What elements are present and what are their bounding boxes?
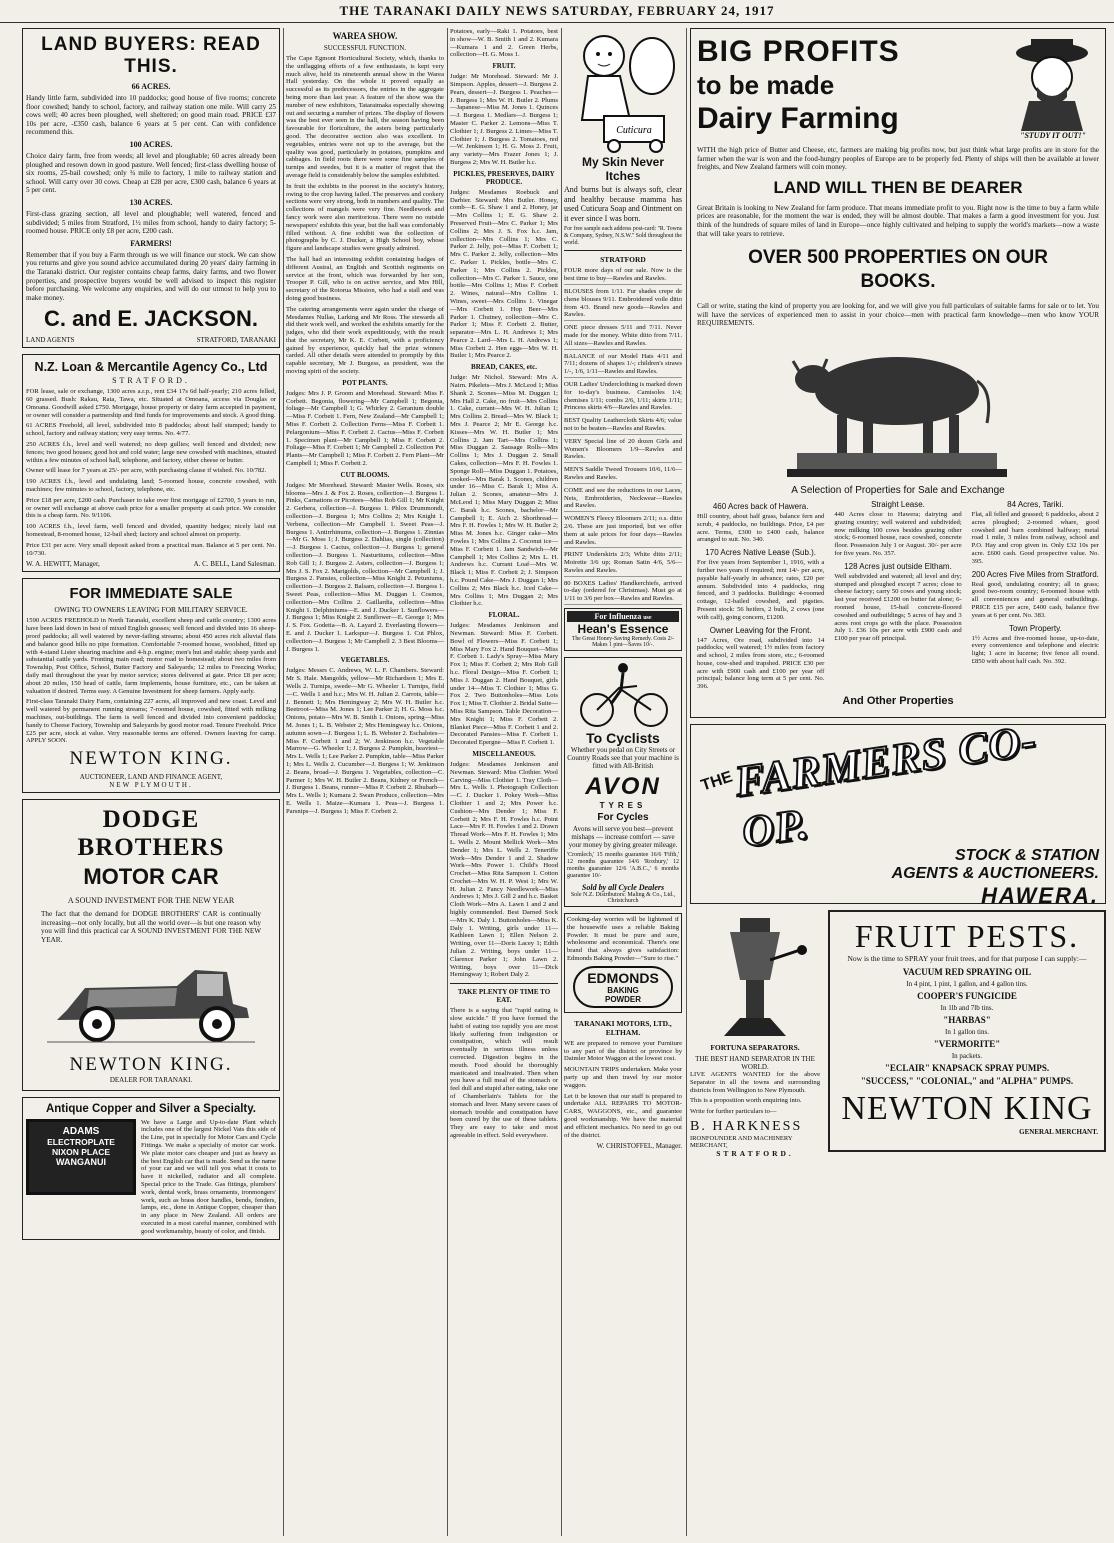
thinking-farmer [1007,35,1099,140]
cuticura-ad [564,28,682,246]
paragraph: LIVE AGENTS WANTED for the above Separator in all the towns and surrounding districts from Wellington to New Plymouth. [690,1071,820,1094]
product-name: "SUCCESS," "COLONIAL," and "ALPHA" PUMPS. [860,1075,1074,1086]
paragraph: The Cape Egmont Horticultural Society, which, thanks to the unflagging efforts of a few enthusiasts, is kept very much alive, held its nineteenth annual show in the Warea Hall yesterday. On the whole it proved equally as successful as its predecessors, the entries in the aggregate being more than last year. A feature of the show was the number of new exhibitors, Tataraimaka especially showing out and securing a number of prizes. The display of flowers was the best ever seen in the hall, the season having been favourable for floriculture, the asters being particularly good. The decorative section also was excellent. In vegetables, entries were not up to the average, but the quality was good, particularly in potatoes, pumpkins and cabbages. In field roots there were some fine samples of turnips and swedes, but it is a matter of regret that the average field is considerably below the samples exhibited. [286,55,444,179]
manager-signature: W. A. HEWITT, Manager, [26,560,100,569]
product-detail: In packets. [951,1051,983,1060]
masthead: THE TARANAKI DAILY NEWS SATURDAY, FEBRUARY 24, 1917 [0,0,1114,23]
brand-sub: TYRES [599,801,647,811]
article-subtitle: SUCCESSFUL FUNCTION. [323,44,407,52]
property-listing [972,500,1099,566]
brand-name: AVON [585,773,661,801]
brand-sub: POWDER [605,994,641,1004]
property-listing [972,624,1099,666]
firm-footer [26,336,276,344]
paragraph: Great Britain is looking to New Zealand for farm produce. That means immediate profit to you. Right now is the time to buy a farm while prices are reasonable, for the moment the war is ended, they will be almost double. That makes a farm a good investment for you. Just think of the hundreds of square miles of land in Europe—once highly cultivated and helping to supply the world's markets—now a waste that will take years to retrieve. [697,203,1099,238]
property-listing [834,562,961,643]
property-description: Well subdivided and watered; all level and dry; stumped and ploughed except 7 acres; close to cheese factory; carry 50 cows and young stock; last year received £1200 on butter fat alone; 6-roomed house, 15-bail concrete-floored cowshed and outbuildings; 5 acres of hay and 3 acres root crops go with the place. Possession July 1. £36 10s per acre with £900 cash and £100 per year off principal. [834,572,962,643]
firm-name: B. HARKNESS [690,1119,803,1135]
section-heading: CUT BLOOMS. [340,470,390,479]
paragraph: Potatoes, early—Raki 1. Potatoes, best in show—W. B. Smith 1 and 2. Kumara—Kumara 1 and 2. Green Herbs, collection—H. G. Moss 1. [450,28,558,59]
property-heading: 170 Acres Native Lease (Sub.). [705,548,817,558]
coop-the: THE [699,768,735,795]
paragraph: Price £18 per acre, £200 cash. Purchaser to take over first mortgage of £2700, 5 years to run, or owner will exchange at above cash price for a smaller property at cash price. We consider this is a cheap farm. No. 9/1106. [26,496,276,520]
paragraph: Judges: Mesdames Jenkinson and Newman. Steward: Miss F. Corbett. Bowl of Flowers—Miss F. Corbett 1; Miss Mary Fox 2. Hand Bouquet—Miss F. Corbett 1. Lady's Spray—Miss Mary Fox 1; Miss F. Corbett 2; Mrs Rob Gill h.c. Floral Design—Miss F. Corbett 1; Miss J. Duggan 2. Hand Bouquet, girls under 14—Miss T. Clothier 1; Miss G. Fox 2. Two Buttonholes—Miss Lois Fox 1; Miss T. Clothier 2. Bridal Suite—Miss Rita Sampson. Table Decoration—Mrs Knight 1; Miss F. Corbett 2. Blanket Piece—Miss F. Corbett 1 and 2. Decorated Pansies—Miss F. Corbett 1. Decorated Epergne—Miss F. Corbett 1. [450,622,558,747]
ad-subtitle: A SOUND INVESTMENT FOR THE NEW YEAR [67,896,235,906]
ad-title: FRUIT PESTS. [854,918,1080,955]
product-detail: In 1 gallon tins. [945,1027,989,1036]
paragraph: Judges: Mesdames Jenkinson and Newman. Steward: Miss Clothier. Wool Carving—Miss Clothier 1. Tray Cloth—Mrs L. Wells 1. Photograph Collection—C. J. Ducker 1. Pokey Work—Miss Clothier 1 and 2; Mrs Power h.c. Cushion—Mrs Dender 1; Miss F. Corbett 2; Mrs F. H. Fowles h.c. Point Lace—Mrs F. H. Fowles 1 and 2. Drawn Thread Work—Mrs F. H. Fowles 1; Mrs L. Wells 2. Mount Mellick Work—Mrs Dender 1; Mrs L. Wells 2. Teneriffe Work—Mrs Dender 1 and 2. Shadow Work—Mrs Power 1. Child's Hood Crochet—Miss Rita Sampson 1. Cotton Crochet—Mrs W. H. P. West 1; Mrs W. H. Julian 2. Fancy Needlework—Miss Andrews 1; Mrs J. Gill 2 and h.c. Basket Cloth Work—Mrs A. Lawn 1 and 2 and highly commended. Best Darned Sock—Mrs K. Daly 1. Buttonholes—Miss K. Daly 1. Writing, girls under 11—Kathleen Lawn 1; Ellen Nelson 2. Writing, over 11—Doris Lacey 1; Edith Julian 2. Writing, boys under 11—Clarence Parker 1; John Lawn 2. Writing, boys over 11—Dick Hemingway 1; Robert Daly 2. [450,760,558,979]
firm-name: C. and E. JACKSON. [44,306,258,332]
paragraph: FOR lease, sale or exchange, 1300 acres a.r.p., rent £34 17s 6d half-yearly; 210 acres felled, 60 grassed. Bush: Rakau, Rata, Tawa, etc. Situated at Omoana, access via Douglas or Omoana. Goodwill asked £750. Mortgage, house property or dairy farm accepted in payment, or owner will consider a partnership and find funds for improvements and stock. A good thing. [26,388,276,419]
section-heading: STRATFORD [600,255,646,265]
ad-title: TARANAKI MOTORS, LTD., ELTHAM. [574,1018,672,1037]
signatures [26,560,276,568]
product-detail: In 4 pint, 1 pint, 1 gallon, and 4 gallon tins. [906,979,1028,988]
ad-title: MOTOR CAR [83,864,219,890]
property-description: 1½ Acres and five-roomed house, up-to-date, every convenience and telephone and electric light; 1 acre in lucerne; five fence all round. £850 with about half cash. No. 392. [971,634,1099,665]
paragraph: Judge: Mr Nichol. Steward: Mrs A. Nairn. Pikelets—Mrs J. McLeod 1; Miss Shank 2. Scones—Miss M. Duggan 1; Mrs Hall 2. Cake, no fruit—Mrs Collins 1. Cake, currant—Mrs W. H. Julian 1; Mrs Collins 2. Bread—Mrs W. Black 1; Mrs J. Pearce 2; Mr E. George h.c. Kisses—Mrs W. H. Butler 1; Mrs Collins 2. Jam Tart—Mrs Collins 1; Miss Duggan 2. Sausage Rolls—Mrs Collins 1; Mrs J. Duggan 2. Small Cakes, collection—Mrs F. H. Fowles 1. Sponge Roll—Miss Duggan 1. Potatoes, cooked—Mrs Barak 1. Scones, children under 16—Miss C. Barak 1; Miss A. Julian 2. Scones, amateur—Mrs J. McLeod 1; Miss Mary Duggan 2; Miss C. Barak h.c. Scones, bachelor—Mr Campbell 1; E. Aich 2. Shortbread—Mrs F. H. Fowles 1; Mrs W. H. Butler 2; Miss M. Jones h.c. Ginger cake—Mrs Fowles 1; Mrs Collins 2. Coconut ice—Miss F. Corbett 1. Jam Sandwich—Mr Campbell 1; Mrs Collins 2; Mrs L. H. Andrews h.c. Currant Loaf—Mrs W. Black 1; Miss F. Corbett 2; J. Simpson h.c. Pound Cake—Mrs J. Duggan 1; Mrs Collins 2; Mrs Black h.c. Iced Cake—Mrs Collins 1; Mrs Duggan 2; Mrs Clothier h.c. [450,374,558,608]
paragraph: Judges: Messrs C. Andrews, W. L. F. Chambers. Steward: Mr S. Hale. Mangolds, yellow—Mr Richardson 1; Mrs E. Wells 2. Turnips, swede—Mr G. Wheeler 1. Turnips, field—C. Wells 1 and h.c.; Mrs W. H. Julian 2. Carrots, table—J. Bennett 1; Mrs Hemingway 2; Mrs W. H. Butler h.c. Beetroot—Miss M. Jones 1; Lee Parker 2; H. G. Moss h.c. Onions, potato—Mrs W. B. Smith 1. Onions, spring—Miss M. Jones 1; L. B. Webster 2; Mrs Hemingway h.c. Onions, autumn sown—J. Burgess 1; L. B. Webster 2. Eschalotes—Miss F. Corbett 1 and 2; W. Jenkinson h.c. Vegetable Marrow—G. Wheeler 1; J. Burgess 2. Pumpkin, heaviest—Mrs L. Wells 1; Lee Parker 2. Pumpkin, table—Miss Parker 1; Mrs L. Wells 2. Cucumber—J. Burgess 1; W. Jenkinson 2. Beans, broad—J. Burgess 1. Vegetables, collection—C. Parmer 1; Mrs W. H. Butler 2. Beans, Kidney or French—J. Burgess 1. Beans, runner—Miss P. Corbett 2. Rhubarb—Mrs L. Wells 1; Kumara 2. Swan Produce, collection—Mrs E. Wells 1. Maize—Kumara 1. Peas—J. Burgess 1. Parsnips—J. Burgess 1; Miss F. Corbett 2. [286,667,444,815]
ad-subtitle: The Great Honey-Saving Remedy. Costs 2/- Makes 1 pint—Saves 10/-. [571,636,675,649]
property-listing [697,548,824,621]
stratford-item: ONE piece dresses 5/11 and 7/11. Never made for the money. White ditto from 7/11. All sizes—Rawles and Rawles. [564,324,682,349]
ad-title: FORTUNA SEPARATORS. [710,1043,800,1053]
stratford-item: VERY Special line of 20 dozen Girls and Women's Bloomers 1/9—Rawles and Rawles. [564,438,682,463]
sign-text: NIXON PLACE [51,1146,111,1157]
ad-title: LAND BUYERS: READ THIS. [41,34,261,77]
plating-sign-illustration [26,1119,136,1195]
dairy-headline [697,35,900,140]
paragraph: Let it be known that our staff is prepared to undertake ALL REPAIRS TO MOTOR-CARS, WAGGONS, etc., and guarantee good workmanship. We have the material and efficient mechanics. No need to go out of the district. [564,1092,682,1139]
properties-grid [697,500,1099,691]
paragraph: Handy little farm, subdivided into 10 paddocks; good house of five rooms; concrete floor cowshed; handy to school, factory, and railway station one mile. Will carry 25 cows well; 40 acres been ploughed, well sheltered; on good main road. PRICE £37 10s per acre, -£350 cash, balance 6 years at 5 per cent. Can with confidence recommend this. [26,94,276,137]
edmonds-logo [573,966,673,1008]
cow-illustration [697,331,1097,481]
paragraph: 1590 ACRES FREEHOLD in North Taranaki, excellent sheep and cattle country; 1300 acres have been laid down in best of mixed English grasses; well fenced and divided into 16 sheep-proof paddocks; all well watered by never-failing streams; about 450 acres rich alluvial flats and balance good hills no pipe formation. Comfortable 7-roomed house, woolshed, fitted up with 4-stand Lister shearing machine and 4-h.p. engine; men's hut and stable; sheep yards and substantial cattle yards. Fronting main road; motor road to homestead; about two miles from Township, Post Office, School, Butter Factory and Saleyards; 12 miles to Freezing Works; daily mail throughout the year by motor service; stores delivered at gate. Price £8 per acre; about 20 miles, 150 head of cattle, farm implements, house furniture, etc., can be taken at valuation if desired. Terms easy. A Genuine Investment for sheep farmers. Apply early. [26,617,276,695]
stratford-item: COME and see the reductions in our Laces, Nets, Embroideries, Neckwear—Rawles and Rawles. [564,487,682,512]
for-cycles: For Cycles [597,812,649,824]
column-2 [286,28,444,1538]
firm-role: LAND AGENTS [26,336,75,345]
paragraph: 100 ACRES f.h., level farm, well fenced and divided, quantity hedges; nicely laid out homestead, 8-roomed house, 12-bail shed; factory and school almost on property. [26,523,276,539]
heading: 100 ACRES. [129,139,173,149]
paragraph: 61 ACRES Freehold, all level, subdivided into 8 paddocks; about half stumped; handy to school, factory and railway station; very easy terms. No. 4/77. [26,422,276,438]
column-rule [447,28,448,1536]
stratford-ads [564,255,682,605]
product-name: "ECLAIR" KNAPSACK SPRAY PUMPS. [884,1062,1050,1073]
coop-line: AGENTS & AUCTIONEERS. [891,865,1099,883]
signature: W. CHRISTOFFEL, Manager. [596,1142,682,1151]
article-title: TAKE PLENTY OF TIME TO EAT. [457,988,551,1005]
paragraph: 250 ACRES f.h., level and well watered; no deep gullies; well fenced and divided; new fences; two good houses; good hot and cold water; large new cowshed with machines, situated within a few minutes of school hall, telephone, and factory, either cheese or butter. [26,441,276,464]
farmer-caption: "STUDY IT OUT!" [1020,131,1086,140]
cyclist-illustration [567,660,679,730]
ad-pretitle [567,611,679,622]
property-description: Real good, undulating country; all in grass; good two-room country; 6-roomed house with all conveniences and general outbuildings. PRICE £15 per acre, £400 cash, balance five years at 6 per cent. No. 383. [971,580,1099,619]
firm-name: NEWTON KING [841,1089,1093,1127]
paragraph: We have a Large and Up-to-date Plant which includes one of the largest Nickel Vats this side of the Line, put in specially for Motor Cars and Cycle Fittings. We make a specialty of motor car work. We plate motor cars cheaper and just as heavy as the best English car that is made. Send us the name of your car and we will tell you what it costs to have it nickelled, radiator and all complete. Special price to the Trade. Gas fittings, plumbers' work, dental work, brass ornaments, ironmongers' work, such as brass door handles, bends, fenders, lamps, etc., done in Antique Copper, cheaper than in any place in New Zealand. All orders are executed in a most careful manner, combined with good workmanship, beauty of color, and finish. [141,1118,276,1235]
paragraph: Call or write, stating the kind of property you are looking for, and we will give you full particulars of suitable farms for sale or to let. You will have the services of experienced men to assist in your choice—men with practical farm knowledge—men who know YOUR REQUIREMENTS. [697,302,1099,328]
paragraph: Avons will serve you best—prevent mishaps — increase comfort — save your money by giving greater mileage. [568,825,678,850]
firm-town: STRATFORD, TARANAKI [196,336,276,345]
paragraph: Judge: Mr Morehead. Steward: Mr J. Simpson. Apples, dessert—J. Burgess 2. Pears, dessert—J. Burgess 1. Peaches—J. Burgess 1; Mrs W. H. Butler 2. Plums—Japanese—Miss M. Jones 1. Quinces—J. Burgess 1. Medlars—J. Burgess 1; Master C. Parker 2. Lemons—Miss T. Clothier 1; J. Burgess 2. Limes—Miss T. Clothier 1; J. Burgess 2. Tomatoes, red—W. Jenkinson 1; H. G. Moss 2. Fruit, any variety—Mrs Frazer Jones 1; J. Burgess 2; Mrs W. H. Butler h.c. [450,73,558,166]
column-3 [450,28,558,1538]
column-rule [561,28,562,1536]
paragraph: First-class Taranaki Dairy Farm, containing 227 acres, all improved and new coast. Level and well watered by permanent running streams; 7-roomed house, cowshed, fitted with milking machines, out-buildings. The farm is well fenced and divided into convenient paddocks; handy to Cheese Factory, Township and Saleyards by good motor road. Tenure Freehold. Price £25 per acre, stock at value. Very reasonable terms are offered. Owners leaving for camp. APPLY SOON. [26,698,276,745]
product-name: "HARBAS" [943,1014,991,1025]
paragraph: Judges: Mr Morehead. Steward: Master Wells. Roses, six blooms—Mrs J. & Fox 2. Roses, collection—J. Burgess 1. Pinks, Carnations or Picotees—Miss Rob Gill 1; Mr Knight 2. Gerbera, collection—J. Burgess 1. Phlox Drummondi, collection—J. Burgess 1; Mrs Collins 2; Mrs Knight 1. Verbena, collection—Mr Campbell 1. Sweet Peas—J. Burgess 1. Antirrhinums, collection—J. Burgess 1. Zinnias—Mr G. Moss 1; J. Burgess 2. Dahlias, single (collection)—J. Burgess 1. Cactus, collection—J. Burgess 1; general collection—J. Burgess 1. Nasturtiums, collection—Miss Rob Gill 1; J. Burgess 2. Asters, collection—J. Burgess 1; Mrs J. S. Fox 2. Marigolds, collection—Mr Campbell 1; J. Burgess 2. Pansies, collection—Miss Knight 2. Petuniums, collection—J. Burgess 2. Balsam, collection—J. Burgess 1. Sweet Peas, collection—Miss M. Duggan 1. Cosmos, collection—Mrs Collins 2. Gaillardia, collection—Miss Knight 1. Delphiniums—E. and J. Ducker 1. Sunflowers—J. Burgess 1; Miss Knight 2. Sunflower—E. George 1; Mrs J. S. Fox. Godetia—B. A. Layard 2. Everlasting flowers—E. and J. Ducker 1. Larkspur—J. Burgess 1. Cut Phlox, collection—J. Burgess 1; Mr Campbell 2. 3 Best Blooms—J. Burgess 1. [286,481,444,653]
paragraph: WITH the high price of Butter and Cheese, etc, farmers are making big profits now, but just think what large profits are in store for the farmer when the war is won and the food-hungry peoples of Europe are to be properly fed. Plenty of ships will then be available at lower freights, and New Zealand farmers will coin money. [697,146,1099,172]
property-description: Flat, all felled and grassed; 6 paddocks, about 2 acres ploughed; 2-roomed whare, good cowshed and barn combined halfway; metal road 1 mile, 3 miles from railway, school and P.O. Hay and crop given in. Only £32 10s per acre. £600 cash. Good prospective value. No. 395. [971,510,1099,565]
product-name: "VERMORITE" [933,1038,1001,1049]
influenza-ad [564,608,682,651]
selection-heading: A Selection of Properties for Sale and Exchange [791,484,1005,496]
ad-subtitle: THE BEST HAND SEPARATOR IN THE WORLD. [695,1055,815,1072]
stratford-item: OUR Ladies' Underclothing is marked down for to-day's business. Camisoles 1/4; chemises 1/11; combs 2/6, 1/11; skirts 1/11; Princess skirts 4/6—Rawles and Rawles. [564,381,682,414]
paragraph: In fruit the exhibits in the poorest in the society's history, owing to the crop having failed. The preserves and cookery sections were very strong, both in numbers and quality. The collections of mangels were very fine. Needlework and fancy work were also meritorious. There were no outside newspapers' exhibits this year, but the hall was comfortably filled without. A fine exhibit was the collection of photographs by C. J. Ducker, a High School boy, whose figure and landscape studies were greatly admired. [286,182,444,253]
dealer-label: DEALER FOR TARANAKI. [109,1075,193,1084]
firm-role: GENERAL MERCHANT. [1019,1127,1098,1136]
paragraph: For free sample each address post-card: "R. Towns & Company, Sydney, N.S.W." Sold throughout the world. [564,226,682,246]
property-heading: Straight Lease. [871,499,925,509]
property-heading: 460 Acres back of Hawera. [712,501,809,511]
jar-label: Cuticura [616,125,652,136]
land-buyers-ad [22,28,280,348]
ad-title: Antique Copper and Silver a Specialty. [45,1102,257,1115]
coop-title: FARMERS CO-OP. [731,715,1040,857]
column-1 [22,28,280,1538]
avon-tyres-ad [564,657,682,907]
heading: FARMERS! [130,238,172,248]
stratford-item: BEST Quality Leathercloth Skirts 4/6; value not to be beaten—Rawles and Rawles. [564,417,682,435]
headline-line: BIG PROFITS [697,35,900,68]
paragraph: Remember that if you buy a Farm through us we will finance our stock. We can show you returns and give you sound advice accumulated during 20 years' dairy farming in the Taranaki district. Our register contains cheap farms, dairy farms, and two flower properties, and prospective buyers would be well advised to inspect this register before purchasing. We welcome any enquiries, and will do our utmost to help you to make money. [26,250,276,302]
sign-text: WANGANUI [56,1156,106,1167]
paragraph: Price £31 per acre. Very small deposit asked from a practical man. Balance at 5 per cent. No. 10/730. [26,541,276,557]
copper-silver-ad [22,1097,280,1240]
ad-title: To Cyclists [586,730,660,747]
ad-title: N.Z. Loan & Mercantile Agency Co., Ltd [34,360,268,375]
firm-role: AUCTIONEER, LAND AND FINANCE AGENT, [79,773,223,782]
sign-text: ELECTROPLATE [47,1136,115,1147]
section-heading: PICKLES, PRESERVES, DAIRY PRODUCE. [453,169,555,186]
separator-illustration [690,910,820,1040]
dairy-farming-ad [690,28,1106,718]
coop-line: STOCK & STATION [955,847,1099,865]
stratford-item: 80 BOXES Ladies' Handkerchiefs, arrived to-day (ordered for Christmas). Must go at 1/11 to 3/6 per box—Rawles and Rawles. [564,580,682,605]
copper-body [26,1119,276,1236]
immediate-sale-ad [22,578,280,793]
column-rule [686,28,687,1536]
section-heading: LAND WILL THEN BE DEARER [773,177,1023,197]
property-heading: 128 Acres just outside Eltham. [844,561,952,571]
column-5 [690,28,1106,1538]
paragraph: The fact that the demand for DODGE BROTHERS' CAR is continually increasing—not only locally, but all the world over—is but one reason why you will find this practical car A SOUND INVESTMENT FOR THE NEW YEAR. [41,910,261,944]
article-title: WAREA SHOW. [332,31,398,41]
coop-town: HAWERA. [981,883,1099,909]
paragraph: The catering arrangements were again under the charge of Mesdames Nullas, Larking and Mr Ross. The stewards all did their work well, and worked the exhibits smartly for the judges, who did their work expeditiously, with the result that the secretary, Mr K. E. Corbett, with a proficiency gained by experience, quickly had the prize winners carded. All other details were attended to promptly by this capable secretary, Mr J. Burgess, as president, was the moving spirit of the society. [286,305,444,376]
property-listing [834,500,961,558]
product-name: VACUUM RED SPRAYING OIL [902,966,1032,977]
distributors: Sole N.Z. Distributors: Maling & Co., Ltd., Christchurch [570,892,676,905]
section-heading: MISCELLANEOUS. [472,749,536,758]
paragraph: The hall had an interesting exhibit containing badges of different Austral, an English and Scottish regiments on service at the front, which was forwarded by her son, Trooper P. Gill, who is on active service, and Mrs Hill, secretary of the Rotorua Mission, who had a stall and was doing good business. [286,255,444,302]
divider [564,250,682,251]
property-heading: Owner Leaving for the Front. [709,625,812,635]
property-heading: Town Property. [1008,623,1062,633]
property-heading: 200 Acres Five Miles from Stratford. [971,569,1099,579]
dairy-header [697,35,1099,140]
salesman-signature: A. C. BELL, Land Salesman. [193,560,276,569]
paragraph: Cooking-day worries will be lightened if the housewife uses a reliable Baking Powder. It must be pure and sure, wholesome and economical. There's one brand that always gives satisfaction: Edmonds Baking Powder—"Sure to rise." [567,916,679,963]
stratford-item: WOMEN'S Fleecy Bloomers 2/11; o.s. ditto 2/6. These are just imported, but we offer them at sale prices for four days—Rawles and Rawles. [564,515,682,548]
paragraph: Choice dairy farm, free from weeds; all level and ploughable; 60 acres already been ploughed and resown down in good pasture. Well fenced; first-class dwelling house of six rooms, 25-bail cowshed; only ¾ mile to factory, 1 mile to railway station and school. Will carry over 30 cows. Cheap at £28 per acre, £300 cash, balance 6 years at 5 per cent. [26,151,276,195]
brand-name: DODGE BROTHERS [77,806,225,862]
paragraph: Whether you pedal on City Streets or Country Roads see that your machine is fitted with All-British [567,746,679,771]
edmonds-ad [564,913,682,1013]
farmer-illustration [1007,35,1097,131]
paragraph: And burns but is always soft, clear and healthy because mamma has used Cuticura Soap and Ointment on it ever since I was born. [564,185,682,223]
paragraph: Judges: Mesdames Roebuck and Darbier. Steward: Mrs Butler. Honey, comb—E. G. Shaw 1 and 2. Honey, jar—Mrs Collins 1; E. G. Shaw 2. Preserved Fruit—Mrs C. Parker 1; Mrs Collins 2; Mrs J. S. Fox h.c. Jam, collection—Mrs Collins 1; Mrs C. Parker 2. Jelly, pot—Miss F. Corbett 1; Mrs C. Parker 2. Jelly, collection—Mrs C. Parker 1. Pickles, bottle—Mrs C. Parker 1; Mrs Collins 2. Pickles, collection—Mrs C. Parker 1. Sauce, one bottle—Mrs Collins 1; Miss F. Corbett 2. Wines, natural—Mrs Collins 1. Wines, sweet—Mrs Collins 1. Vinegar—Mrs Corbett 1. Hop Beer—Mrs Parker 1. Chutney, collection—Mrs C. Parker 1; Miss F. Corbett 2. Butter, separator—Mrs L. H. Andrews 1; Mrs Pearce 2. Lard—Mrs L. H. Andrews 1; Miss Corbett 2. Hen eggs—Mrs W. H. Butler 1; Mrs Pearce 2. [450,188,558,360]
firm-town: STRATFORD. [716,1149,794,1159]
fortuna-ad [690,910,820,1158]
ad-pretitle-text: For Influenza [594,612,642,622]
paragraph: Now is the time to SPRAY your fruit trees, and for that purpose I can supply:— [847,954,1087,964]
section-heading: OVER 500 PROPERTIES ON OUR BOOKS. [748,247,1048,293]
fruit-pests-ad [828,910,1106,1152]
sign-text: ADAMS [62,1125,100,1137]
product-detail: In 1lb and 7lb tins. [940,1003,994,1012]
property-listing [972,570,1099,620]
heading: 130 ACRES. [129,197,173,207]
property-description: Hill country, about half grass, balance fern and scrub, 4 paddocks, no buildings. Price, £4 per acre. Terms, £300 to £400 cash, balance arranged to suit. No. 340. [697,512,825,544]
taranaki-motors-ad [564,1019,682,1151]
paragraph: Owner will lease for 7 years at 25/- per acre, with purchasing clause if wished. No. 10/782. [26,467,267,475]
firm-name: NEWTON KING. [69,1053,233,1075]
property-description: 440 Acres close to Hawera; dairying and grazing country; well watered and subdivided; now milking 100 cows besides grazing other stock; 6-roomed house, race cowshed, concrete floor. Possession July 1 or August. 30/- per acre for five years. No. 357. [834,510,962,557]
heading: 66 ACRES. [131,82,171,91]
paragraph: WE are prepared to remove your Furniture to any part of the district or province by Daimler Motor Waggon at the lowest cost. [564,1039,682,1063]
price-list: 'Cromlech,' 15 months guarantee 16/6 'Fifth,' 12 months guarantee 14/6 'Roxbury,' 12 months guarantee 12/6 'A.B.C.,' 6 months guarantee 10/- [567,852,679,880]
property-listing [697,626,824,692]
column-4 [564,28,682,1538]
stratford-item: FOUR more days of our sale. Now is the best time to buy—Rawles and Rawles. [564,267,682,285]
loan-agency-ad [22,354,280,572]
dodge-brothers-ad [22,799,280,1090]
headline-line: to be made [697,70,835,100]
firm-name: NEWTON KING. [69,748,233,770]
stratford-item: BLOUSES from 1/11. Fur shades crepe de chene blouses 9/11. Embroidered voile ditto from 4/3. Brand new goods—Rawles and Rawles. [564,288,682,321]
headline-line: Dairy Farming [697,102,899,135]
paragraph: This is a proposition worth enquiring into. [690,1097,802,1105]
motor-car-illustration [27,948,267,1048]
paragraph: MOUNTAIN TRIPS undertaken. Make your party up and then travel by our motor waggon. [564,1066,682,1089]
ad-title: My Skin Never Itches [581,155,665,183]
divider [450,983,558,984]
stratford-item: MEN'S Saddle Tweed Trousers 10/6, 11/6—Rawles and Rawles. [564,466,682,484]
stratford-item: BALANCE of our Model Hats 4/11 and 7/11; dozens of shapes 1/-; children's straws 1/-, 1/6, 1/11—Rawles and Rawles. [564,353,682,378]
property-description: For five years from September 1, 1916, with a further two years if required; rent 14/- per acre, payable half-yearly in advance; rates, £20 per annum. Subdivided into 4 paddocks, ring fenced, and 3 paddocks. Buildings: 4-roomed cottage, 12-bailed cowshed, and pigsties. Present stock: 56 heifers, 2 bulls, 2 cows (one with calf), going concern, £1200. [697,559,825,621]
farmers-coop-ad [690,715,1106,909]
firm-role: IRONFOUNDER AND MACHINERY MERCHANT, [690,1135,793,1150]
paragraph: Judges: Mrs J. P. Groom and Morehead. Steward: Miss F. Corbett. Begonia, flowering—Mr Campbell 1; Begonia, foliage—Mr Campbell 1; G. Whirley 2. Geranium double—Miss F. Corbett 1. Fern, New Zealand—Mr Campbell 1; Miss F. Corbett 2. Collection Ferns—Miss F. Corbett 1. Pelargonium—Miss F. Corbett 2. Cactus—Miss F. Corbett 1. Specimen plant—Mr Campbell 1; Miss F. Corbett 2. Foliage—Miss F. Corbett 1; Mr Campbell 2. Collection Pot Plants—Mr Campbell 1; Miss F. Corbett 2. Fern Plant—Mr Campbell 1; Miss F. Corbett 2. [286,389,444,468]
column-rule [283,28,284,1536]
ad-title: FOR IMMEDIATE SALE [69,585,233,603]
section-heading: FLORAL. [488,611,520,620]
paragraph: Write for further particulars to— [690,1108,777,1116]
stratford-item: PRINT Underskirts 2/3; White ditto 2/11; Moirette 3/6 up; Roman Satin 4/6, 5/6—Rawles and Rawles. [564,551,682,576]
brand-name: EDMONDS [587,969,659,986]
ad-subtitle: OWING TO OWNERS LEAVING FOR MILITARY SERVICE. [54,605,248,615]
property-listing [697,502,824,544]
other-properties: And Other Properties [842,695,954,708]
stratford-list [564,267,682,605]
section-heading: BREAD, CAKES, etc. [471,363,537,372]
baby-with-jar-illustration [564,28,682,153]
section-heading: POT PLANTS. [342,378,388,387]
sold-by: Sold by all Cycle Dealers [581,883,665,893]
section-heading: VEGETABLES. [340,656,390,665]
ad-title: Hean's Essence [577,622,669,637]
bottom-ads [690,910,1106,1158]
ad-subtitle: STRATFORD. [112,376,190,386]
property-description: 147 Acres, Ore road, subdivided into 14 paddocks; well watered; 1½ miles from factory and school, 2 miles from store, etc.; 6-roomed house, cow-shed and trapshed. PRICE £30 per acre with £900 cash and £100 per year off principal; balance long term at 5 per cent. No. 396. [697,636,825,691]
section-heading: FRUIT. [492,62,516,71]
brand-sub: BAKING [607,985,639,995]
paragraph: 190 ACRES f.h., level and undulating land; 5-roomed house, concrete cowshed, with machines; few minutes to school, factory, telephone, etc. [26,478,276,494]
ad-pretitle-use: use [643,615,652,622]
product-name: COOPER'S FUNGICIDE [917,990,1017,1001]
paragraph: There is a saying that "rapid eating is slow suicide." If you have formed the habit of eating too rapidly you are most likely suffering from indigestion or constipation, which will result eventually in serious illness unless corrected. Digestion begins in the mouth. Food should be thoroughly masticated and insalivated. Then when you have a full meal of the stomach or feel dull and stupid after eating, take one of Chamberlain's Tablets for the stomach and liver. Many severe cases of stomach trouble and constipation have been cured by the use of these tablets. They are easy to take and most agreeable in effect. Sold everywhere. [450,1007,558,1139]
paragraph: First-class grazing section, all level and ploughable; well watered, fenced and subdivided; 5 miles from Stratford, 1½ miles from school, handy to dairy factory; 5-roomed house. PRICE only £8 per acre, £200 cash. [26,209,276,236]
firm-town: NEW PLYMOUTH. [109,781,193,790]
property-heading: 84 Acres, Tariki. [1007,499,1064,509]
